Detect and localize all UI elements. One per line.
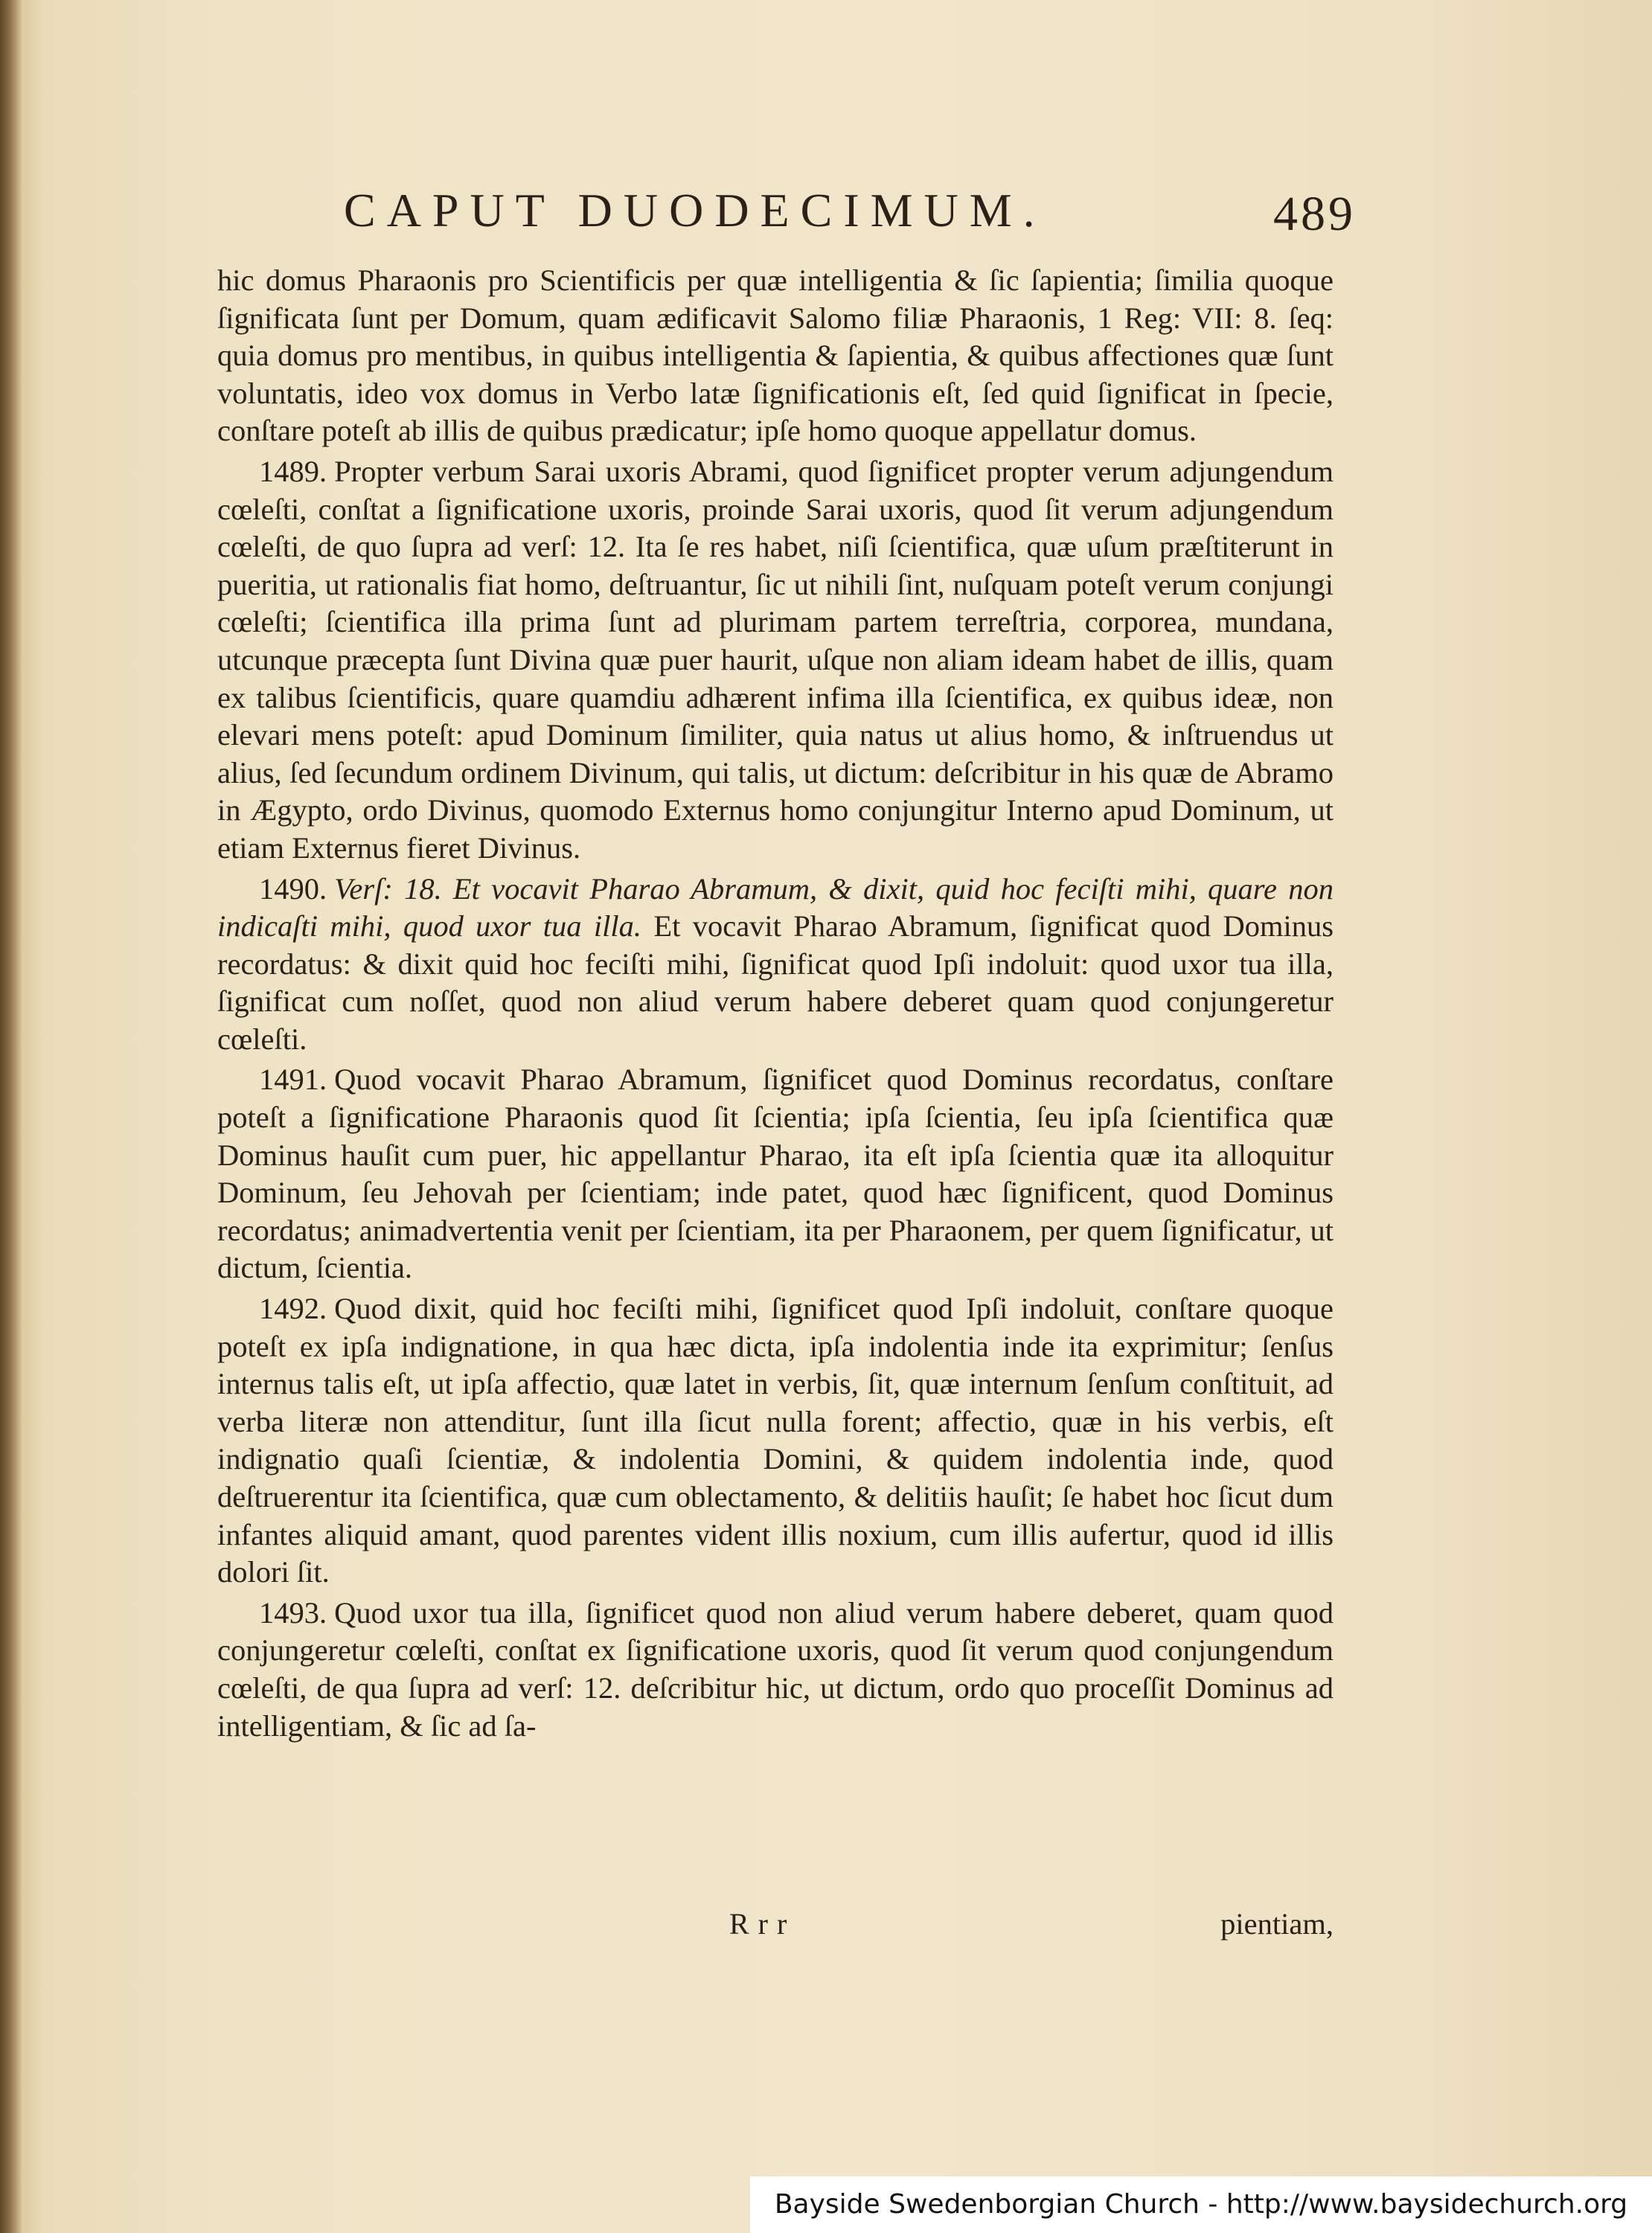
- paragraph-text: Quod dixit, quid hoc feciſti mihi, ſignificet quod Ipſi indoluit, conſtare quoque poteſt ex ipſa indignatione, in qua hæc dicta, ipſa indolentia inde ita exprimitur; ſenſus internus talis eſt, ut ipſa affectio, quæ latet in verbis, ſit, quæ internum ſenſum conſtituit, ad verba literæ non attenditur, ſunt illa ſicut nulla forent; affectio, quæ in his verbis, eſt indignatio quaſi ſcientiæ, & indolentia Domini, & quidem indolentia inde, quod deſtruerentur ita ſcientifica, quæ cum oblectamento, & delitiis hauſit; ſe habet hoc ſicut dum infantes aliquid amant, quod parentes vident illis noxium, cum illis aufertur, quod id illis dolori ſit.: [217, 1292, 1334, 1589]
- running-head: CAPUT DUODECIMUM.: [344, 184, 1046, 237]
- paragraph-text: hic domus Pharaonis pro Scientificis per quæ intelligentia & ſic ſapientia; ſimilia quoque ſignificata ſunt per Domum, quam ædificavit Salomo filiæ Pharaonis, 1 Reg: VII: 8. ſeq: quia domus pro mentibus, in quibus intelligentia & ſapientia, & quibus affectiones quæ ſunt voluntatis, ideo vox domus in Verbo latæ ſignificationis eſt, ſed quid ſignificat in ſpecie, conſtare poteſt ab illis de quibus prædicatur; ipſe homo quoque appellatur domus.: [217, 263, 1334, 448]
- book-gutter: [0, 0, 22, 2233]
- body-text: [217, 262, 1334, 1748]
- catchword: pientiam,: [1220, 1907, 1334, 1941]
- paragraph-text: Propter verbum Sarai uxoris Abrami, quod ſignificet propter verum adjungendum cœleſti, conſtat a ſignificatione uxoris, proinde Sarai uxoris, quod ſit verum adjungendum cœleſti, de quo ſupra ad verſ: 12. Ita ſe res habet, niſi ſcientifica, quæ uſum præſtiterunt in pueritia, ut rationalis fiat homo, deſtruantur, ſic ut nihili ſint, nuſquam poteſt verum conjungi cœleſti; ſcientifica illa prima ſunt ad plurimam partem terreſtria, corporea, mundana, utcunque præcepta ſunt Divina quæ puer haurit, uſque non aliam ideam habet de illis, quam ex talibus ſcientificis, quare quamdiu adhærent infima illa ſcientifica, ex quibus ideæ, non elevari mens poteſt: apud Dominum ſimiliter, quia natus ut alius homo, & inſtruendus ut alius, ſed ſecundum ordinem Divinum, qui talis, ut dictum: deſcribitur in his quæ de Abramo in Ægypto, ordo Divinus, quomodo Externus homo conjungitur Interno apud Dominum, ut etiam Externus fieret Divinus.: [217, 454, 1334, 865]
- verse-quotation: Verſ: 18. Et vocavit Pharao Abramum, & dixit, quid hoc feciſti mihi, quare non indicaſti mihi, quod uxor tua illa.: [217, 871, 1334, 944]
- signature-mark: Rrr: [729, 1907, 796, 1941]
- paragraph-1492: [217, 1290, 1334, 1592]
- paragraph-number: 1489.: [259, 454, 327, 488]
- paragraph-1493: [217, 1595, 1334, 1745]
- paragraph-continuation: [217, 262, 1334, 450]
- paragraph-number: 1493.: [259, 1595, 327, 1630]
- paragraph-number: 1490.: [259, 871, 327, 906]
- paragraph-1489: [217, 453, 1334, 868]
- paragraph-number: 1491.: [259, 1063, 327, 1097]
- paragraph-text: Et vocavit Pharao Abramum, ſignificat quod Dominus recordatus: & dixit quid hoc feciſti mihi, ſignificat quod Ipſi indoluit: quod uxor tua illa, ſignificat cum noſſet, quod non aliud verum habere deberet quam quod conjungeretur cœleſti.: [217, 909, 1334, 1056]
- paragraph-text: Quod uxor tua illa, ſignificet quod non aliud verum habere deberet, quam quod conjungeretur cœleſti, conſtat ex ſignificatione uxoris, quod ſit verum quod conjungendum cœleſti, de qua ſupra ad verſ: 12. deſcribitur hic, ut dictum, ordo quo proceſſit Dominus ad intelligentiam, & ſic ad ſa-: [217, 1595, 1334, 1743]
- paragraph-1490: [217, 871, 1334, 1059]
- watermark-banner: Bayside Swedenborgian Church - http://www.baysidechurch.org: [750, 2176, 1652, 2233]
- paragraph-number: 1492.: [259, 1292, 327, 1326]
- paragraph-text: Quod vocavit Pharao Abramum, ſignificet quod Dominus recordatus, conſtare poteſt a ſignificatione Pharaonis quod ſit ſcientia; ipſa ſcientia, ſeu ipſa ſcientifica quæ Dominus hauſit cum puer, hic appellantur Pharao, ita eſt ipſa ſcientia quæ ita alloquitur Dominum, ſeu Jehovah per ſcientiam; inde patet, quod hæc ſignificent, quod Dominus recordatus; animadvertentia venit per ſcientiam, ita per Pharaonem, per quem ſignificatur, ut dictum, ſcientia.: [217, 1063, 1334, 1285]
- page-header: [344, 183, 1356, 250]
- paragraph-1491: [217, 1061, 1334, 1287]
- page-number: 489: [1273, 187, 1356, 241]
